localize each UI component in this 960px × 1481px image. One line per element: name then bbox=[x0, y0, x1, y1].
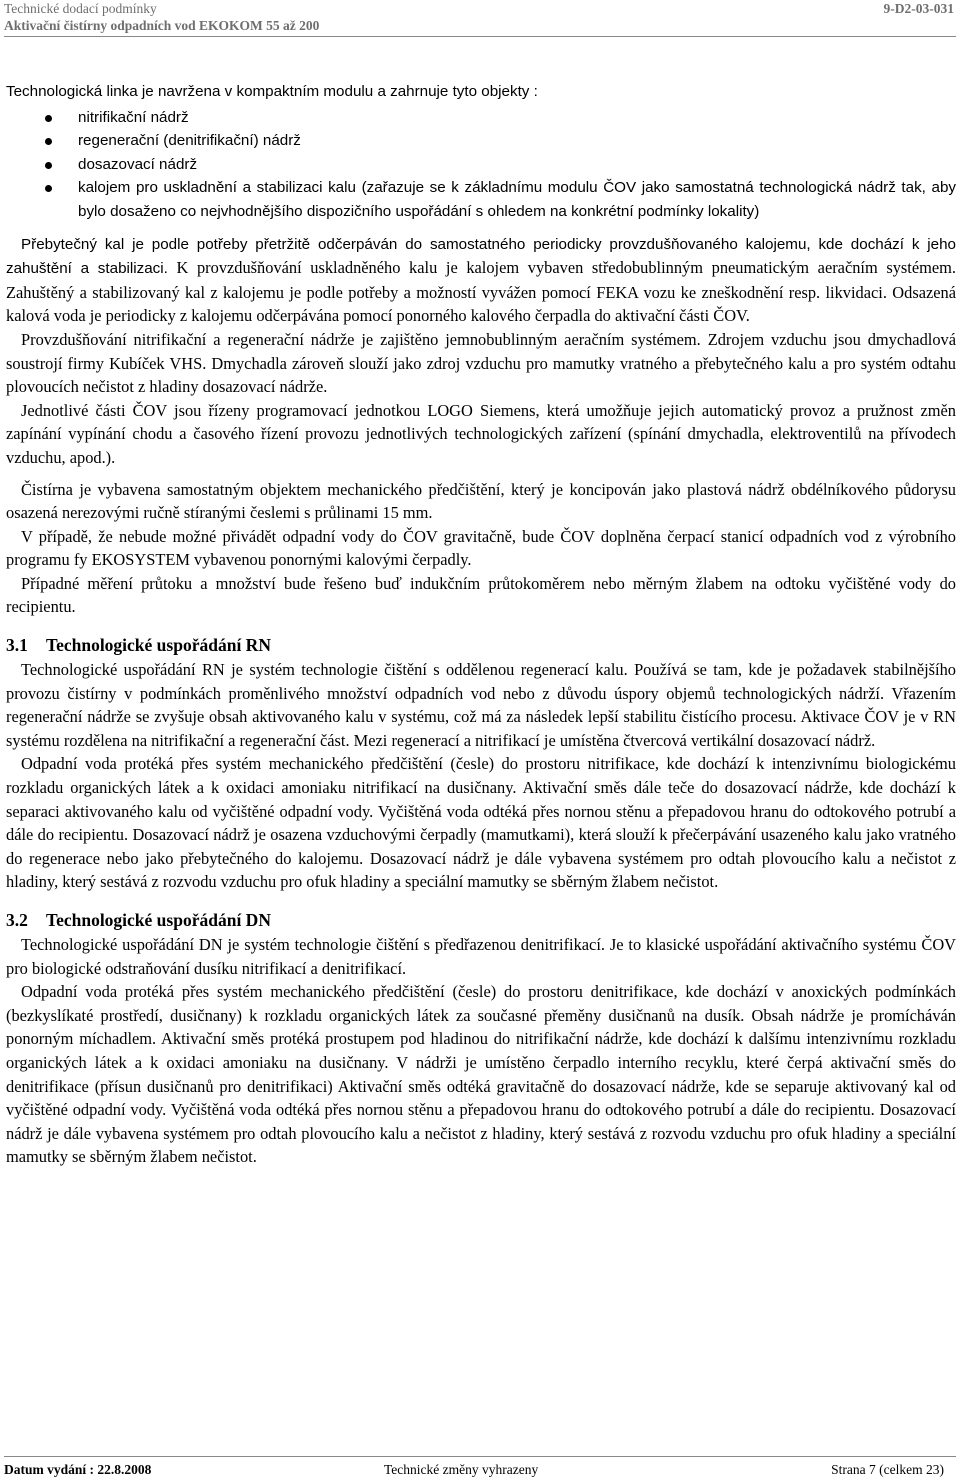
list-item: dosazovací nádrž bbox=[78, 153, 956, 177]
document-code: 9-D2-03-031 bbox=[883, 1, 954, 16]
paragraph: Odpadní voda protéká přes systém mechanického předčištění (česle) do prostoru nitrifikace, kde dochází k intenzivnímu biologickému rozkladu organických látek a k oxidaci amoniaku nitrifikací na dusičnany. Aktivační směs dále teče do dosazovací nádrže, kde dochází k separaci aktivovaného kalu od vyčištěné odpadní vody. Vyčištěná voda odtéká přes nornou stěnu a přepadovou hranu do odtokového potrubí a dále do recipientu. Dosazovací nádrž je osazena vzduchovými čerpadly (mamutkami), která slouží k přečerpávání usazeného kalu jako vratného do regenerace nebo jako přebytečného do kalojemu. Dosazovací nádrž je dále vybavena systémem pro odtah plovoucího kalu a nečistot z hladiny, který sestává z rozvodu vzduchu pro ofuk hladiny a speciální mamutky se sběrným žlabem nečistot. bbox=[6, 754, 956, 892]
paragraph: Provzdušňování nitrifikační a regenerační nádrže je zajištěno jemnobublinným aeračním systémem. Zdrojem vzduchu jsou dmychadlová soustrojí firmy Kubíček VHS. Dmychadla zároveň slouží jako zdroj vzduchu pro mamutky vratného a přebytečného kalu a pro systém odtahu plovoucích nečistot z hladiny dosazovací nádrže. bbox=[6, 329, 956, 397]
bullet-icon bbox=[45, 185, 52, 192]
paragraph: Technologické uspořádání RN je systém technologie čištění s oddělenou regenerací kalu. Používá se tam, kde je požadavek stabilnějšího provozu čistírny v podmínkách proměnlivého množství odpadních vod nebo z důvodu úspory objemů technologických nádrží. Vřazením regenerační nádrže se zvyšuje obsah aktivovaného kalu v systému, což má za následek lepší stabilitu čistícího procesu. Aktivace ČOV je v RN systému rozdělena na nitrifikační a regenerační část. Mezi regenerací a nitrifikací je umístěna čtvercová vertikální dosazovací nádrž. bbox=[6, 660, 956, 750]
intro-text: Technologická linka je navržena v kompaktním modulu a zahrnuje tyto objekty : bbox=[6, 83, 538, 100]
paragraph: Odpadní voda protéká přes systém mechanického předčištění (česle) do prostoru denitrifikace, kde dochází v anoxických podmínkách (bezkyslíkaté prostředí, dusičnany) k rozkladu organických látek za současné přeměny dusičnanů na dusík. Obsah nádrže je promícháván ponorným míchadlem. Aktivační směs protéká prostupem pod hladinou do nitrifikační nádrže, kde dochází k dalšímu intenzivnímu rozkladu organických látek a k oxidaci amoniaku na dusičnany. V nádrži je umístěno čerpadlo interního recyklu, které čerpá aktivační směs do denitrifikace (přísun dusičnanů pro denitrifikaci) Aktivační směs odtéká gravitačně do dosazovací nádrže, kde se separuje aktivovaný kal od vyčištěné odpadní vody. Vyčištěná voda odtéká přes nornou stěnu a přepadovou hranu do odtokového potrubí a dále do recipientu. Dosazovací nádrž je dále vybavena systémem pro odtah plovoucího kalu a nečistot z hladiny, který sestává z rozvodu vzduchu pro ofuk hladiny a speciální mamutky se sběrným žlabem nečistot. bbox=[6, 982, 956, 1167]
paragraph: Čistírna je vybavena samostatným objektem mechanického předčištění, který je koncipován jako plastová nádrž obdélníkového půdorysu osazená nerezovými ručně stíranými česlemi s průlinami 15 mm. bbox=[6, 479, 956, 523]
header-line-2: Aktivační čistírny odpadních vod EKOKOM 55 až 200 bbox=[4, 18, 320, 33]
footer-note: Technické změny vyhrazeny bbox=[384, 1462, 539, 1477]
bullet-icon bbox=[45, 138, 52, 145]
bullet-icon bbox=[45, 115, 52, 122]
object-list bbox=[6, 106, 956, 224]
paragraph: Jednotlivé části ČOV jsou řízeny programovací jednotkou LOGO Siemens, která umožňuje jejich automatický provoz a pružnost změn zapínání vypínání chodu a časového řízení provozu jednotlivých technologických zařízení (spínání dmychadla, elektroventilů na přívodech vzduchu, apod.). bbox=[6, 400, 956, 467]
page-header bbox=[4, 0, 956, 37]
list-item: regenerační (denitrifikační) nádrž bbox=[78, 129, 956, 153]
list-item: kalojem pro uskladnění a stabilizaci kalu (zařazuje se k základnímu modulu ČOV jako samostatná technologická nádrž tak, aby bylo dosaženo co nejvhodnějšího dispozičního uspořádání s ohledem na konkrétní podmínky lokality) bbox=[78, 176, 956, 223]
paragraph: V případě, že nebude možné přivádět odpadní vody do ČOV gravitačně, bude ČOV doplněna čerpací stanicí odpadních vod z výrobního programu fy EKOSYSTEM vybavenou ponornými kalovými čerpadly. bbox=[6, 526, 956, 570]
section-heading: 3.1 Technologické uspořádání RN bbox=[6, 635, 271, 656]
header-titles bbox=[4, 0, 319, 34]
section-heading: 3.2 Technologické uspořádání DN bbox=[6, 910, 271, 930]
issue-date: Datum vydání : 22.8.2008 bbox=[4, 1462, 152, 1477]
paragraph: Případné měření průtoku a množství bude řešeno buď indukčním průtokoměrem nebo měrným žlabem na odtoku vyčištěné vody do recipientu. bbox=[6, 573, 956, 617]
paragraph: Přebytečný kal je podle potřeby přetržitě odčerpáván do samostatného periodicky provzdušňovaného kalojemu, kde dochází k jeho zahuštění a stabilizaci. K provzdušňování uskladněného kalu je kalojem vybaven středobublinným pneumatickým aeračním systémem. Zahuštěný a stabilizovaný kal z kalojemu je podle potřeby a možností vyvážen pomocí FEKA vozu ke zneškodnění resp. likvidaci. Odsazená kalová voda je periodicky z kalojemu odčerpávána pomocí ponorného kalového čerpadla do aktivační části ČOV. bbox=[6, 235, 956, 326]
page-number: Strana 7 (celkem 23) bbox=[831, 1462, 944, 1477]
bullet-icon bbox=[45, 162, 52, 169]
paragraph: Technologické uspořádání DN je systém technologie čištění s předřazenou denitrifikací. Je to klasické uspořádání aktivačního systému ČOV pro biologické odstraňování dusíku nitrifikací a denitrifikací. bbox=[6, 935, 956, 978]
document-body bbox=[6, 80, 956, 1169]
page-footer bbox=[4, 1456, 956, 1477]
list-item: nitrifikační nádrž bbox=[78, 106, 956, 130]
header-line-1: Technické dodací podmínky bbox=[4, 1, 157, 16]
